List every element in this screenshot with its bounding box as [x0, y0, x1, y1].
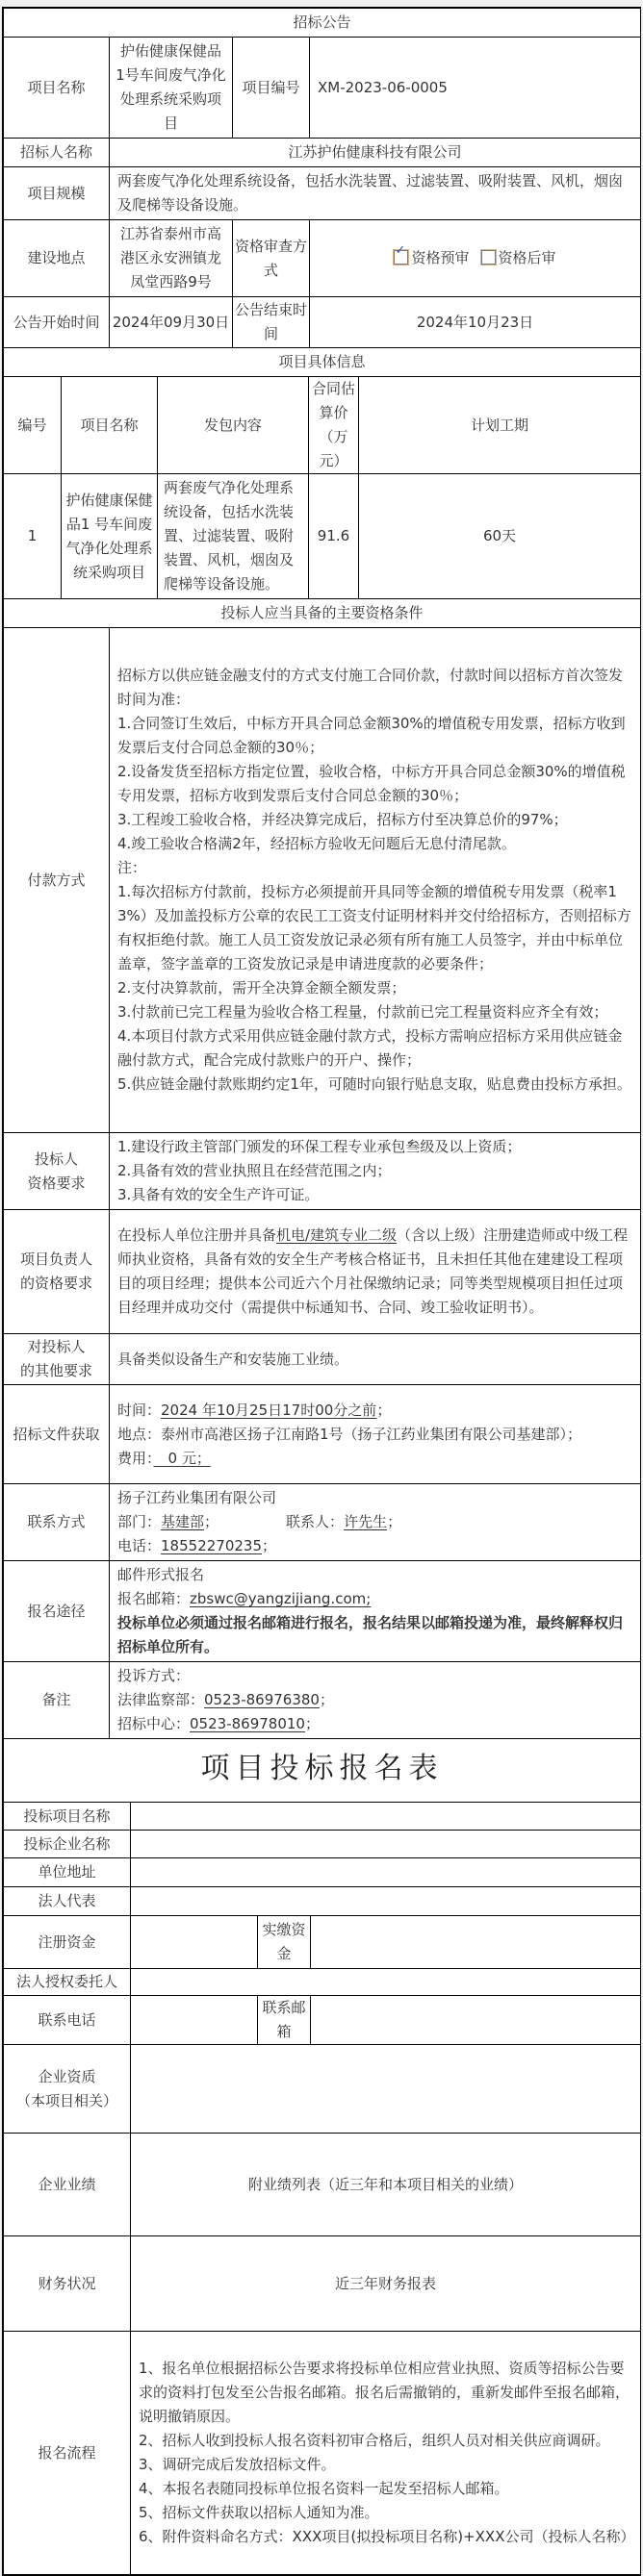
prequalification-option-label: 资格预审: [411, 249, 470, 266]
form-qualification-blank: [131, 2045, 641, 2134]
detail-row-name: 护佑健康保健品1 号车间废气净化处理系统采购项目: [62, 474, 158, 599]
qualification-table: [3, 598, 641, 1739]
contact-phone-line: 电话：18552270235；: [117, 1537, 277, 1554]
form-process-label: 报名流程: [4, 2332, 131, 2575]
process-item: 2、招标人收到投标人报名资料初审合格后，组织人员对相关供应商调研。: [139, 2432, 610, 2449]
col-header-estimate: 合同估算价（万元）: [309, 377, 359, 474]
project-detail-table: [3, 376, 641, 599]
project-manager-requirement-label: 项目负责人 的资格要求: [4, 1210, 110, 1334]
document-acquisition-value: [110, 1385, 641, 1484]
col-header-project-name: 项目名称: [62, 377, 158, 474]
doc-get-time-line: 时间：2024 年10月25日17时00分之前；: [117, 1401, 392, 1419]
manager-req-suffix: （含以上级）注册建造师或中级工程师执业资格，具备有效的安全生产考核合格证书，且未担任其他在建建设工程项目的项目经理；提供本公司近六个月社保缴纳记录；同等类型规模项目担任过项目经理并成功交付（需提供中标通知书、合同、竣工验收证明书）。: [117, 1226, 629, 1316]
form-legal-rep-label: 法人代表: [4, 1887, 131, 1916]
form-process-value: [131, 2332, 641, 2575]
payment-paragraph: 3.付款前已完工程量为验收合格工程量，付款前已完工程量资料应齐全有效；: [117, 1003, 608, 1021]
detail-row-content: 两套废气净化处理系统设备，包括水洗装置、过滤装置、吸附装置、风机，烟囱及爬梯等设备设施。: [158, 474, 309, 599]
payment-paragraph: 1.每次招标方付款前，投标方必须提前开具同等金额的增值税专用发票（税率13%）及加盖投标方公章的农民工工资支付证明材料并交付给招标方，否则招标方有权拒绝付款。施工人员工资发放记录必须有所有施工人员签字，并由中标单位盖章，签字盖章的工资发放记录是申请进度款的必要条件；: [117, 883, 631, 972]
payment-paragraph: 4.竣工验收合格满2年，经招标方验收无问题后无息付清尾款。: [117, 835, 516, 852]
manager-req-prefix: 在投标人单位注册并具备: [117, 1226, 277, 1244]
detail-row-no: 1: [4, 474, 62, 599]
announce-start-value: 2024年09月30日: [110, 297, 233, 348]
construction-site-value: 江苏省泰州市高港区永安洲镇龙凤堂西路9号: [110, 220, 233, 297]
announcement-title: 招标公告: [4, 9, 641, 38]
form-phone-label: 联系电话: [4, 1996, 131, 2045]
form-attorney-blank: [131, 1969, 641, 1996]
form-project-name-label: 投标项目名称: [4, 1803, 131, 1831]
form-address-label: 单位地址: [4, 1858, 131, 1887]
announce-end-value: 2024年10月23日: [310, 297, 641, 348]
manager-req-underlined: 机电/建筑专业二级: [276, 1226, 398, 1244]
payment-paragraph: 3.工程竣工验收合格，并经决算完成后，招标方付至决算总价的97%；: [117, 811, 568, 828]
form-finance-label: 财务状况: [4, 2236, 131, 2332]
project-manager-requirement-value: [110, 1210, 641, 1334]
bidder-name-value: 江苏护佑健康科技有限公司: [110, 139, 641, 167]
contact-person: 许先生: [344, 1513, 388, 1530]
signup-email-line: 报名邮箱：zbswc@yangzijiang.com;: [117, 1590, 372, 1607]
legal-dept-line: 法律监察部：0523-86976380；: [117, 1691, 334, 1708]
process-item: 4、本报名表随同投标单位报名资料一起发至招标人邮箱。: [139, 2480, 509, 2497]
contact-company-line: 扬子江药业集团有限公司: [117, 1489, 277, 1506]
requirement-item: 2.具备有效的营业执照且在经营范围之内；: [117, 1162, 392, 1179]
form-paid-capital-blank: [311, 1916, 641, 1969]
table-row: [4, 474, 641, 599]
document-acquisition-label: 招标文件获取: [4, 1385, 110, 1484]
legal-dept-phone: 0523-86976380: [204, 1691, 320, 1708]
payment-paragraph: 招标方以供应链金融支付的方式支付施工合同价款，付款时间以招标方首次签发时间为准：: [117, 667, 624, 708]
form-company-name-blank: [131, 1831, 641, 1858]
payment-paragraph: 4.本项目付款方式采用供应链金融付款方式，投标方需响应招标方采用供应链金融付款方式，配合完成付款账户的开户、操作；: [117, 1027, 623, 1069]
detail-row-price: 91.6: [309, 474, 359, 599]
process-item: 6、附件资料命名方式：XXX项目(拟投标项目名称)+XXX公司（投标人名称）: [139, 2528, 635, 2545]
requirement-item: 1.建设行政主管部门颁发的环保工程专业承包叁级及以上资质；: [117, 1138, 522, 1155]
signup-form-table: [3, 1738, 641, 2575]
bidder-requirement-label: 投标人 资格要求: [4, 1133, 110, 1210]
bidder-name-label: 招标人名称: [4, 139, 110, 167]
construction-site-label: 建设地点: [4, 220, 110, 297]
form-performance-value: 附业绩列表（近三年和本项目相关的业绩）: [131, 2134, 641, 2236]
project-scale-value: 两套废气净化处理系统设备，包括水洗装置、过滤装置、吸附装置、风机，烟囱及爬梯等设备设施。: [110, 167, 641, 220]
payment-method-label: 付款方式: [4, 628, 110, 1133]
doc-get-deadline: 2024 年10月25日17时00分之前: [161, 1401, 377, 1419]
tender-announcement-document: [2, 7, 641, 2576]
contact-value: [110, 1484, 641, 1561]
form-project-name-blank: [131, 1803, 641, 1831]
form-qualification-label: 企业资质 （本项目相关）: [4, 2045, 131, 2134]
project-name-value: 护佑健康保健品 1号车间废气净化处理系统采购项目: [110, 38, 233, 139]
payment-paragraph: 5.供应链金融付款账期约定1年，可随时向银行贴息支取，贴息费由投标方承担。: [117, 1075, 631, 1093]
col-header-duration: 计划工期: [359, 377, 641, 474]
form-email-label: 联系邮箱: [258, 1996, 311, 2045]
remark-value: [110, 1662, 641, 1739]
qualification-section-header: 投标人应当具备的主要资格条件: [4, 599, 641, 628]
contact-department: 基建部: [161, 1513, 205, 1530]
form-finance-value: 近三年财务报表: [131, 2236, 641, 2332]
form-phone-blank: [131, 1996, 258, 2045]
form-legal-rep-blank: [131, 1887, 641, 1916]
process-item: 3、调研完成后发放招标文件。: [139, 2456, 336, 2473]
announce-end-label: 公告结束时间: [233, 297, 310, 348]
form-reg-capital-blank: [131, 1916, 258, 1969]
signup-method-line: 邮件形式报名: [117, 1566, 205, 1583]
doc-get-fee-value: 0 元；: [153, 1449, 211, 1467]
project-no-label: 项目编号: [233, 38, 310, 139]
payment-paragraph: 2.设备发货至招标方指定位置，验收合格，中标方开具合同总金额30%的增值税专用发票，招标方收到发票后支付合同总金额的30％；: [117, 763, 626, 804]
col-header-no: 编号: [4, 377, 62, 474]
payment-paragraph: 注：: [117, 859, 147, 876]
requirement-item: 3.具备有效的安全生产许可证。: [117, 1186, 320, 1203]
announce-start-label: 公告开始时间: [4, 297, 110, 348]
detail-row-duration: 60天: [359, 474, 641, 599]
doc-get-fee-line: 费用： 0 元；: [117, 1449, 211, 1467]
announcement-head-table: [3, 8, 641, 377]
process-item: 1、报名单位根据招标公告要求将投标单位相应营业执照、资质等招标公告要求的资料打包发至公告报名邮箱。报名后需撤销的，重新发邮件至报名邮箱，说明撤销原因。: [139, 2360, 630, 2425]
project-name-label: 项目名称: [4, 38, 110, 139]
project-no-value: XM-2023-06-0005: [310, 38, 641, 139]
prequalification-checkbox-checked-icon: ✓: [394, 250, 408, 265]
project-scale-label: 项目规模: [4, 167, 110, 220]
remark-label: 备注: [4, 1662, 110, 1739]
contact-label: 联系方式: [4, 1484, 110, 1561]
form-reg-capital-label: 注册资金: [4, 1916, 131, 1969]
signup-notice-bold: 投标单位必须通过报名邮箱进行报名，报名结果以邮箱投递为准，最终解释权归招标单位所有。: [117, 1614, 624, 1655]
postqualification-option-label: 资格后审: [498, 249, 556, 266]
signup-channel-value: [110, 1561, 641, 1662]
postqualification-checkbox-empty-icon: [481, 250, 496, 265]
complaint-line: 投诉方式：: [117, 1667, 191, 1684]
review-method-value: [310, 220, 641, 297]
form-attorney-label: 法人授权委托人: [4, 1969, 131, 1996]
signup-form-title: 项目投标报名表: [200, 1751, 444, 1785]
bidder-requirement-value: [110, 1133, 641, 1210]
process-item: 5、招标文件获取以招标人通知为准。: [139, 2504, 379, 2521]
col-header-content: 发包内容: [158, 377, 309, 474]
tender-center-phone: 0523-86978010: [190, 1715, 305, 1732]
signup-channel-label: 报名途径: [4, 1561, 110, 1662]
payment-paragraph: 1.合同签订生效后，中标方开具合同总金额30%的增值税专用发票，招标方收到发票后支付合同总金额的30％；: [117, 715, 626, 756]
tender-center-line: 招标中心：0523-86978010；: [117, 1715, 320, 1732]
signup-form-title-cell: [4, 1739, 641, 1803]
doc-get-address-line: 地点：泰州市高港区扬子江南路1号（扬子江药业集团有限公司基建部）；: [117, 1425, 582, 1443]
form-performance-label: 企业业绩: [4, 2134, 131, 2236]
form-paid-capital-label: 实缴资金: [258, 1916, 311, 1969]
signup-email-address: zbswc@yangzijiang.com;: [190, 1590, 372, 1607]
project-detail-section-header: 项目具体信息: [4, 348, 641, 377]
form-address-blank: [131, 1858, 641, 1887]
form-company-name-label: 投标企业名称: [4, 1831, 131, 1858]
contact-dept-line: 部门：基建部； 联系人：许先生；: [117, 1513, 402, 1530]
form-email-blank: [311, 1996, 641, 2045]
other-requirement-value: 具备类似设备生产和安装施工业绩。: [110, 1334, 641, 1385]
payment-paragraph: 2.支付决算款前，需开全决算金额全额发票；: [117, 979, 406, 997]
payment-method-value: [110, 628, 641, 1133]
contact-phone-number: 18552270235: [161, 1537, 262, 1554]
review-method-label: 资格审查方式: [233, 220, 310, 297]
other-requirement-label: 对投标人 的其他要求: [4, 1334, 110, 1385]
